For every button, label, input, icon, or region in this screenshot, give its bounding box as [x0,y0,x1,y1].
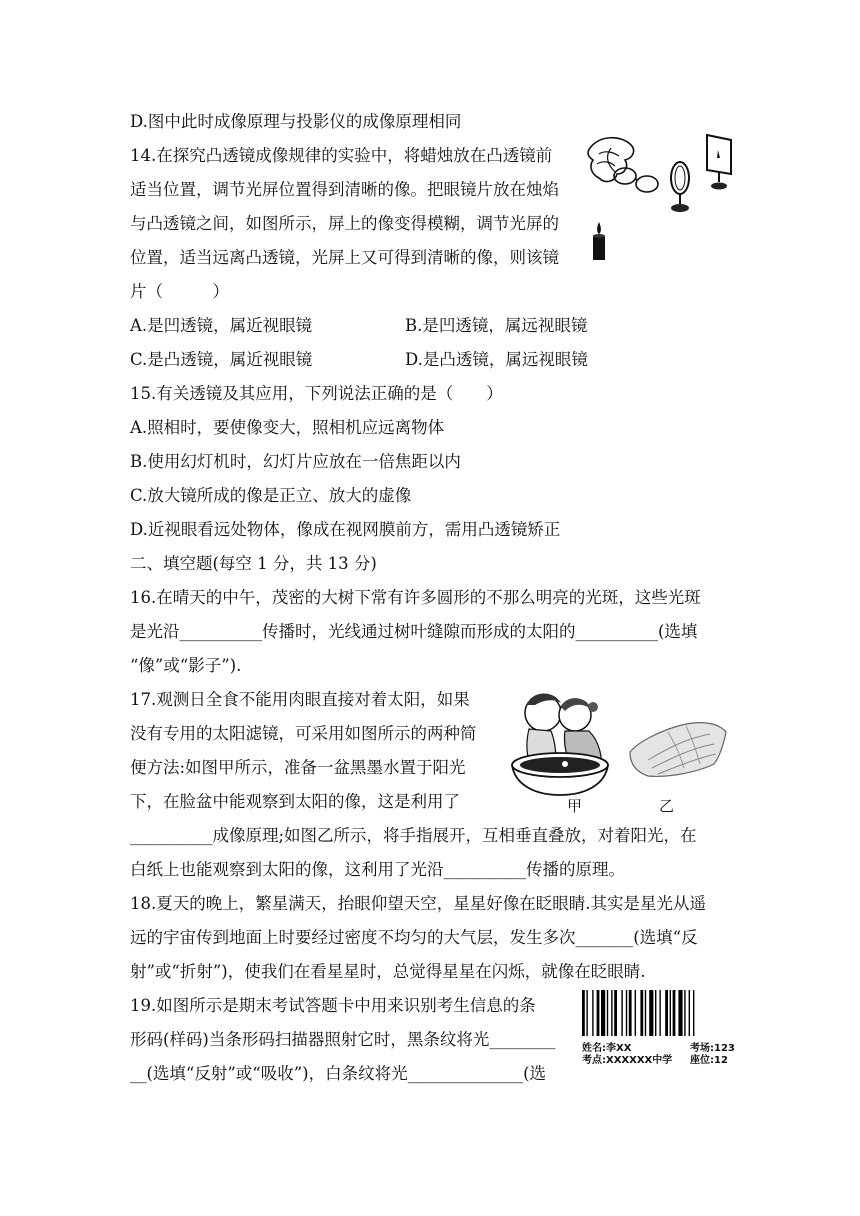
q14-option-d: D.是凸透镜，属远视眼镜 [405,350,588,369]
barcode-bar [689,990,690,1036]
barcode-bar [586,990,587,1036]
barcode-site: 考点:XXXXXX中学 [582,1055,673,1066]
q19-line-1: 19.如图所示是期末考试答题卡中用来识别考生信息的条 [130,996,536,1015]
section-heading: 二、填空题(每空 1 分，共 13 分) [130,554,377,573]
barcode-bar [635,990,636,1036]
q15-option-c: C.放大镜所成的像是正立、放大的虚像 [130,486,412,505]
q14-option-a: A.是凹透镜，属近视眼镜 [130,316,313,335]
barcode-bar [678,990,682,1036]
q17-line-5: __________成像原理;如图乙所示，将手指展开，互相垂直叠放，对着阳光，在 [130,826,697,845]
barcode-bar [601,990,605,1036]
figure-jia-basin [505,685,620,807]
q18-line-1: 18.夏天的晚上，繁星满天，抬眼仰望天空，星星好像在眨眼睛.其实是星光从遥 [130,894,706,913]
q15-option-d: D.近视眼看远处物体，像成在视网膜前方，需用凸透镜矫正 [130,520,561,539]
q14-option-c: C.是凸透镜，属近视眼镜 [130,350,313,369]
q17-line-2: 没有专用的太阳滤镜，可采用如图所示的两种简 [130,724,477,743]
q18-line-2: 远的宇宙传到地面上时要经过密度不均匀的大气层，发生多次_______(选填“反 [130,928,698,947]
barcode-bar [640,990,643,1036]
barcode-bar [629,990,632,1036]
barcode-room: 考场:123 [690,1043,735,1054]
q17-line-4: 下，在脸盆中能观察到太阳的像，这是利用了 [130,792,460,811]
q18-line-3: 射”或“折射”)，使我们在看星星时，总觉得星星在闪烁，就像在眨眼睛. [130,962,646,981]
figure-yi-hands [628,712,728,782]
barcode-name: 姓名:李XX [582,1043,632,1054]
barcode-bar [665,990,668,1036]
barcode-bar [693,990,694,1036]
q15-option-a: A.照相时，要使像变大，照相机应远离物体 [130,418,445,437]
barcode-figure [580,990,744,1066]
barcode-bar [621,990,622,1036]
barcode-bar [645,990,646,1036]
figure-yi-label: 乙 [659,797,675,815]
barcode-bar [597,990,600,1036]
q17-line-6: 白纸上也能观察到太阳的像，这利用了光沿__________传播的原理。 [130,860,625,879]
q14-stem-line-1: 14.在探究凸透镜成像规律的实验中，将蜡烛放在凸透镜前 [130,146,553,165]
q16-line-1: 16.在晴天的中午，茂密的大树下常有许多圆形的不那么明亮的光斑，这些光斑 [130,588,701,607]
q13-option-d: D.图中此时成像原理与投影仪的成像原理相同 [130,112,462,131]
q15-stem: 15.有关透镜及其应用，下列说法正确的是（ ） [130,384,503,403]
q14-stem-line-4: 位置，适当远离凸透镜，光屏上又可得到清晰的像，则该镜 [130,248,559,267]
barcode-bar [592,990,593,1036]
barcode-bar [655,990,656,1036]
q14-stem-line-3: 与凸透镜之间，如图所示，屏上的像变得模糊，调节光屏的 [130,214,559,233]
lens-experiment-figure [585,130,745,265]
q19-line-3: __(选填“反射”或“吸收”)，白条纹将光______________(选 [130,1064,547,1083]
barcode-bar [611,990,612,1036]
q17-line-1: 17.观测日全食不能用肉眼直接对着太阳，如果 [130,690,470,709]
q16-line-3: “像”或“影子”). [130,656,242,675]
barcode-bar [670,990,671,1036]
barcode-bar [626,990,627,1036]
q15-option-b: B.使用幻灯机时，幻灯片应放在一倍焦距以内 [130,452,461,471]
q14-option-b: B.是凹透镜，属远视眼镜 [405,316,588,335]
q17-line-3: 便方法:如图甲所示，准备一盆黑墨水置于阳光 [130,758,466,777]
barcode-bar [649,990,653,1036]
barcode-seat: 座位:12 [690,1055,728,1066]
q14-stem-line-2: 适当位置，调节光屏位置得到清晰的像。把眼镜片放在烛焰 [130,180,559,199]
barcode-bar [673,990,676,1036]
q16-line-2: 是光沿__________传播时，光线通过树叶缝隙而形成的太阳的__________(选填 [130,622,698,641]
barcode-bar [659,990,660,1036]
barcode-bar [614,990,617,1036]
barcode-bar [607,990,608,1036]
barcode-bars [582,990,744,1036]
barcode-bar [582,990,585,1036]
figure-jia-label: 甲 [567,797,583,815]
q14-stem-line-5: 片（ ） [130,282,229,301]
barcode-bar [684,990,685,1036]
q19-line-2: 形码(样码)当条形码扫描器照射它时，黑条纹将光________ [130,1030,556,1049]
